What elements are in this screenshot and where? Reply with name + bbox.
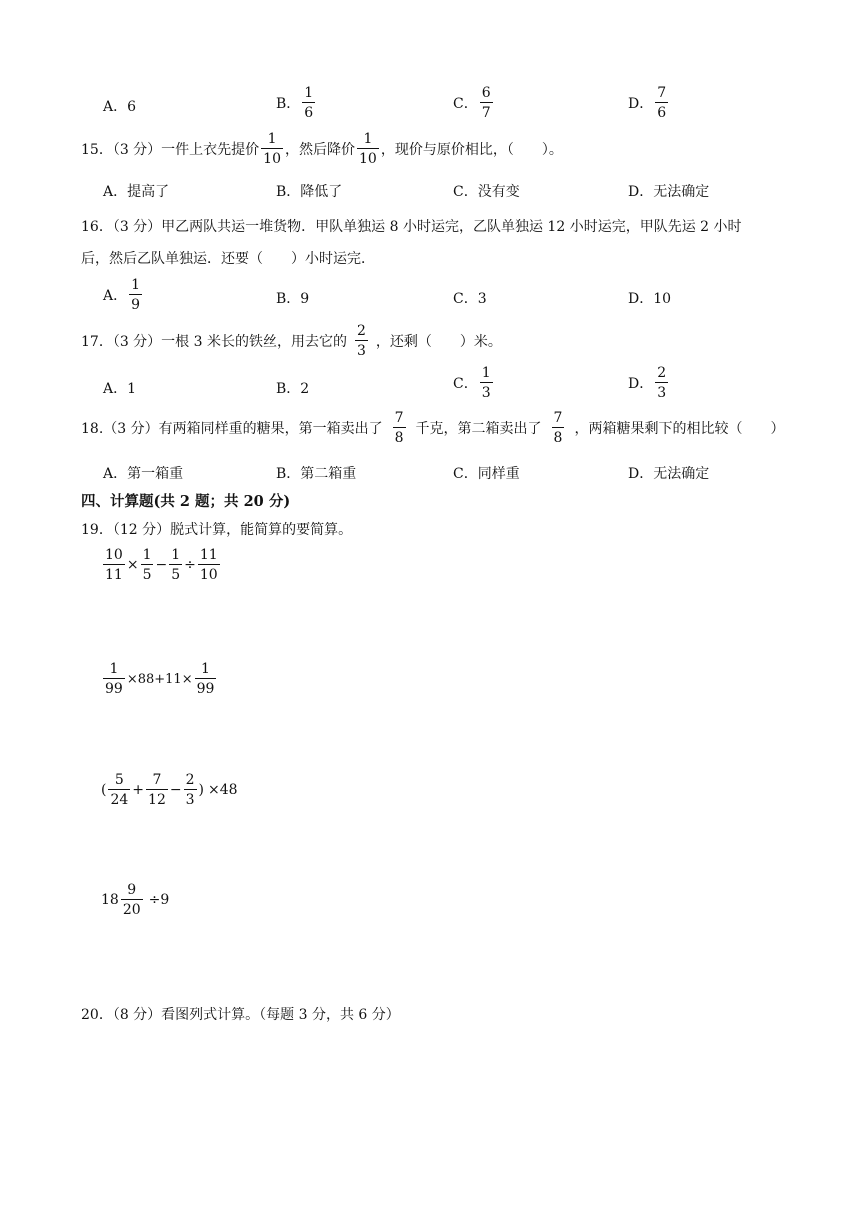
operator: ×	[126, 557, 139, 573]
section-heading: 四、计算题(共 2 题；共 20 分)	[81, 493, 291, 510]
paren: )	[198, 782, 204, 798]
q18-option-d: D．无法确定	[628, 466, 710, 482]
q18-stem	[81, 411, 784, 445]
stem-text: 千克，第二箱卖出了	[415, 421, 542, 437]
expression-text: ×88+11×	[126, 671, 193, 687]
fraction: $\frac{10}{11}$	[105, 547, 123, 583]
q16-option-a	[103, 278, 144, 312]
q17-option-a: A．1	[103, 381, 137, 397]
option-label: B．	[276, 96, 301, 112]
option-label: C．	[453, 96, 478, 112]
q16-stem-line1: 16．（3 分）甲乙两队共运一堆货物．甲队单独运 8 小时运完，乙队单独运 12 小时运完，甲队先运 2 小时	[81, 219, 742, 235]
q15-option-c: C．没有变	[453, 184, 520, 200]
fraction: $\frac{1}{10}$	[359, 131, 377, 167]
q15-option-a: A．提高了	[103, 184, 170, 200]
q19-expression-3	[101, 773, 238, 807]
q15-stem	[81, 132, 563, 166]
fraction: $\frac{7}{8}$	[553, 410, 563, 446]
whole-number: 18	[101, 892, 119, 908]
q17-stem	[81, 324, 502, 358]
operator: −	[155, 557, 168, 573]
fraction: $\frac{6}{7}$	[481, 85, 491, 121]
paren: (	[101, 782, 107, 798]
fraction: $\frac{2}{3}$	[185, 772, 195, 808]
option-label: C．	[453, 376, 478, 392]
q19-expression-2	[101, 662, 218, 696]
q20-title: 20．（8 分）看图列式计算。（每题 3 分，共 6 分）	[81, 1007, 400, 1023]
fraction: $\frac{1}{10}$	[263, 131, 281, 167]
fraction: $\frac{1}{5}$	[171, 547, 181, 583]
q19-expression-4	[101, 883, 169, 917]
fraction: $\frac{1}{6}$	[304, 85, 314, 121]
q19-title: 19．（12 分）脱式计算，能简算的要简算。	[81, 522, 353, 538]
q16-stem-line2: 后，然后乙队单独运．还要（ ）小时运完．	[81, 251, 375, 267]
q16-option-b: B．9	[276, 291, 310, 307]
fraction: $\frac{7}{8}$	[394, 410, 404, 446]
q14-option-b	[276, 86, 317, 120]
stem-text: 18.（3 分）有两箱同样重的糖果，第一箱卖出了	[81, 421, 383, 437]
fraction: $\frac{2}{3}$	[657, 365, 667, 401]
fraction: $\frac{1}{99}$	[196, 661, 215, 697]
stem-text: ，现价与原价相比，（ ）。	[380, 142, 563, 158]
q14-option-c	[453, 86, 495, 120]
stem-text: ，然后降价	[285, 142, 355, 158]
q16-option-d: D．10	[628, 291, 672, 307]
q14-option-a: A．6	[103, 99, 137, 115]
operator: −	[169, 782, 182, 798]
q16-option-c: C．3	[453, 291, 487, 307]
q17-option-b: B．2	[276, 381, 310, 397]
option-label: D．	[628, 96, 654, 112]
q15-option-d: D．无法确定	[628, 184, 710, 200]
stem-text: ，还剩（ ）米。	[375, 334, 502, 350]
q18-option-c: C．同样重	[453, 466, 520, 482]
q18-option-b: B．第二箱重	[276, 466, 357, 482]
q17-option-d	[628, 366, 670, 400]
expression-text: ×48	[207, 782, 238, 798]
q15-option-b: B．降低了	[276, 184, 343, 200]
q19-expression-1	[101, 548, 222, 582]
operator: +	[132, 782, 145, 798]
fraction: $\frac{2}{3}$	[356, 323, 366, 359]
fraction: $\frac{5}{24}$	[110, 772, 129, 808]
option-label: D．	[628, 376, 654, 392]
expression-text: ÷9	[148, 892, 170, 908]
stem-text: ，两箱糖果剩下的相比较（ ）	[574, 421, 785, 437]
fraction: $\frac{7}{12}$	[148, 772, 166, 808]
fraction: $\frac{1}{5}$	[142, 547, 152, 583]
fraction: $\frac{1}{9}$	[131, 277, 141, 313]
fraction: $\frac{9}{20}$	[122, 882, 141, 918]
option-label: A．	[103, 288, 128, 304]
q14-option-d	[628, 86, 670, 120]
fraction: $\frac{1}{3}$	[481, 365, 491, 401]
fraction: $\frac{7}{6}$	[657, 85, 667, 121]
stem-text: 17．（3 分）一根 3 米长的铁丝，用去它的	[81, 334, 347, 350]
q18-option-a: A．第一箱重	[103, 466, 184, 482]
stem-text: 15．（3 分）一件上衣先提价	[81, 142, 260, 158]
fraction: $\frac{11}{10}$	[199, 547, 218, 583]
operator: ÷	[184, 557, 196, 573]
fraction: $\frac{1}{99}$	[105, 661, 123, 697]
q17-option-c	[453, 366, 495, 400]
